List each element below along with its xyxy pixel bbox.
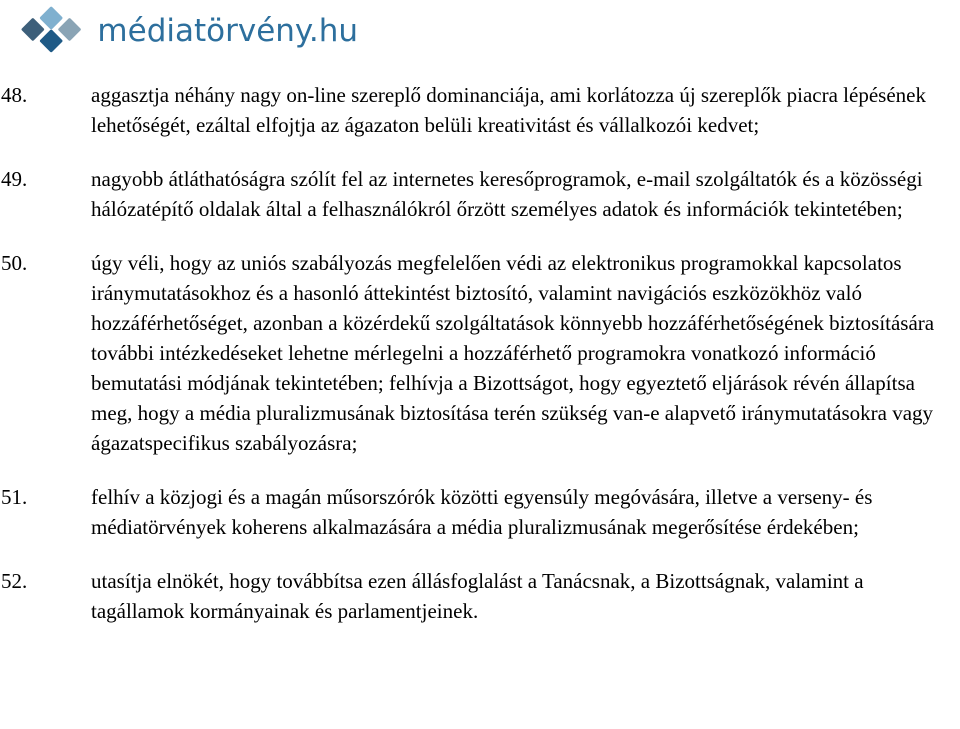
item-number: 48. xyxy=(1,83,28,107)
item-text: utasítja elnökét, hogy továbbítsa ezen állásfoglalást a Tanácsnak, a Bizottságnak, valamint a tagállamok kormányainak és parlamentjeinek. xyxy=(91,569,864,623)
item-number: 50. xyxy=(1,251,28,275)
item-number: 52. xyxy=(1,569,28,593)
item-text: felhív a közjogi és a magán műsorszórók közötti egyensúly megóvására, illetve a verseny- és médiatörvények koherens alkalmazására a média pluralizmusának megerősítése érdekében; xyxy=(91,485,873,539)
item-number: 51. xyxy=(1,485,28,509)
numbered-list xyxy=(0,80,960,650)
item-text: úgy véli, hogy az uniós szabályozás megfelelően védi az elektronikus programokkal kapcsolatos iránymutatásokhoz és a hasonló áttekintést biztosító, valamint navigációs eszközökhöz való hozzáférhetőséget, azonban a közérdekű szolgáltatások könnyebb hozzáférhetőségének biztosítására további intézkedéseket lehetne mérlegelni a hozzáférhető programokra vonatkozó információ bemutatási módjának tekintetében; felhívja a Bizottságot, hogy egyeztető eljárások révén állapítsa meg, hogy a média pluralizmusának biztosítása terén szükség van-e alapvető iránymutatásokra vagy ágazatspecifikus szabályozásra; xyxy=(91,251,935,455)
list-item xyxy=(0,248,960,458)
item-number: 49. xyxy=(1,167,28,191)
item-text: aggasztja néhány nagy on-line szereplő dominanciája, ami korlátozza új szereplők piacra lépésének lehetőségét, ezáltal elfojtja az ágazaton belüli kreativitást és vállalkozói kedvet; xyxy=(91,83,926,137)
list-item xyxy=(0,80,960,140)
logo-text: médiatörvény.hu xyxy=(97,13,358,49)
list-item xyxy=(0,164,960,224)
list-item xyxy=(0,482,960,542)
site-logo[interactable] xyxy=(16,3,358,59)
item-text: nagyobb átláthatóságra szólít fel az internetes keresőprogramok, e-mail szolgáltatók és a közösségi hálózatépítő oldalak által a felhasználókról őrzött személyes adatok és információk tekintetében; xyxy=(91,167,923,221)
list-item xyxy=(0,566,960,626)
diamond-logo-icon xyxy=(16,3,89,59)
